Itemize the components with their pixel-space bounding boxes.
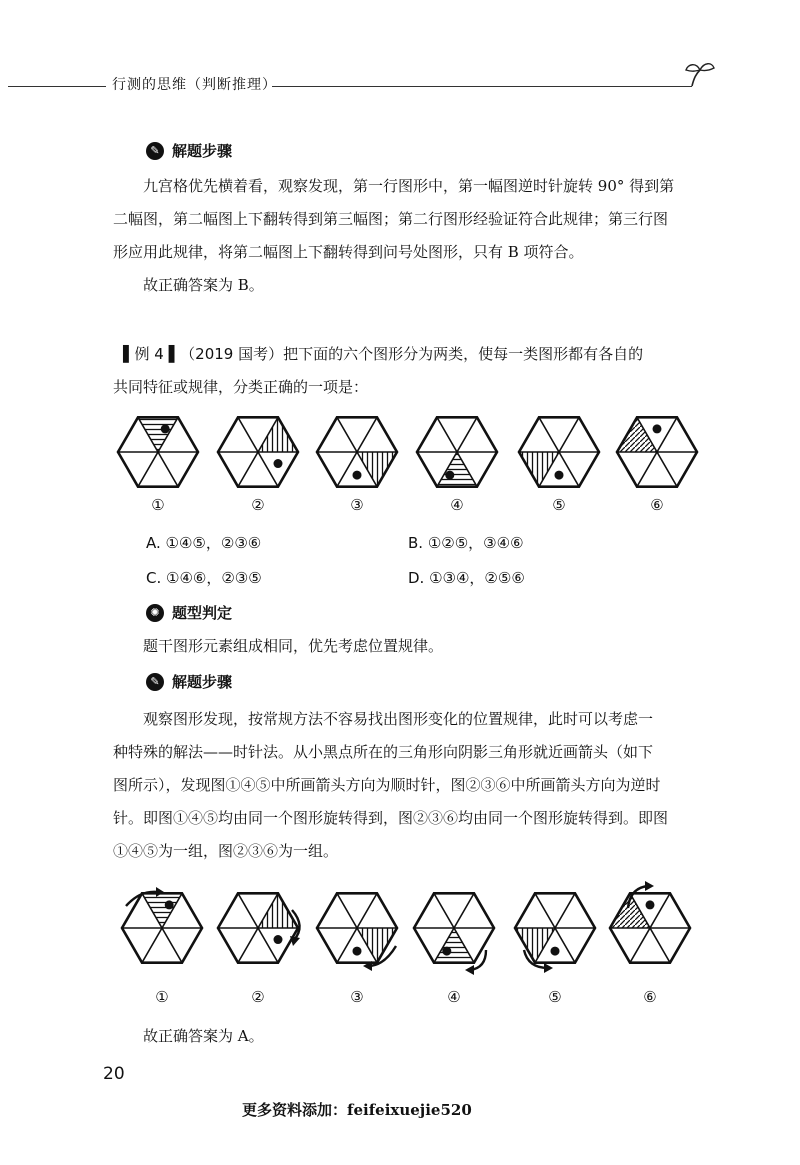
section-heading-solution — [146, 140, 232, 161]
text-line: 针。即图①④⑤均由同一个图形旋转得到，图②③⑥均由同一个图形旋转得到。即图 — [113, 809, 669, 827]
arrowhead-icon — [544, 963, 553, 973]
section-heading-text: 解题步骤 — [172, 142, 233, 160]
section-heading-text: 题型判定 — [172, 604, 233, 622]
hatched-triangle — [357, 928, 397, 963]
text-line: 形应用此规律，将第二幅图上下翻转得到问号处图形，只有 B 项符合。 — [113, 243, 584, 261]
answer-paragraph — [113, 1020, 713, 1053]
hatched-triangle — [434, 928, 474, 963]
hatched-triangle — [138, 417, 178, 452]
hexagon-figure — [122, 893, 202, 962]
hatched-triangle — [519, 452, 559, 487]
figure-label: ⑥ — [643, 988, 657, 1006]
header-rule-right — [272, 86, 692, 87]
figure-label: ④ — [450, 496, 464, 514]
sprout-icon — [682, 58, 718, 90]
running-header: 行测的思维（判断推理） — [112, 77, 277, 93]
figure-label: ⑥ — [650, 496, 664, 514]
hexagon-figure — [515, 893, 595, 962]
hatched-triangle — [142, 893, 182, 928]
answer-figures — [0, 880, 800, 980]
option-d: D. ①③④，②⑤⑥ — [408, 569, 525, 587]
black-dot — [161, 424, 170, 433]
lightbulb-icon: ✺ — [146, 604, 164, 622]
hatched-triangle — [617, 417, 657, 452]
hexagon-figure — [414, 893, 494, 962]
text-line: 图所示），发现图①④⑤中所画箭头方向为顺时针，图②③⑥中所画箭头方向为逆时 — [113, 776, 661, 794]
option-c: C. ①④⑥，②③⑤ — [146, 569, 262, 587]
hexagon-figure — [519, 417, 599, 486]
solution-paragraph-2 — [113, 703, 713, 868]
pencil-icon: ✎ — [146, 142, 164, 160]
text-line: 二幅图，第二幅图上下翻转得到第三幅图；第二行图形经验证符合此规律；第三行图 — [113, 210, 669, 228]
figure-label: ① — [151, 496, 165, 514]
hexagon-figure — [118, 417, 198, 486]
answer-line: 故正确答案为 B。 — [143, 276, 264, 294]
hexagon-figure — [610, 893, 690, 962]
black-dot — [353, 471, 362, 480]
black-dot — [353, 947, 362, 956]
black-dot — [445, 471, 454, 480]
black-dot — [555, 471, 564, 480]
hexagon-figure — [417, 417, 497, 486]
figure-label: ⑤ — [548, 988, 562, 1006]
option-b: B. ①②⑤，③④⑥ — [408, 534, 524, 552]
text-line: 共同特征或规律，分类正确的一项是： — [113, 378, 369, 396]
example-question — [113, 338, 713, 404]
figure-label: ⑤ — [552, 496, 566, 514]
arrowhead-icon — [645, 881, 654, 891]
type-paragraph — [113, 630, 713, 663]
figure-label: ② — [251, 496, 265, 514]
black-dot — [442, 947, 451, 956]
header-rule-left — [8, 86, 106, 87]
black-dot — [646, 900, 655, 909]
footer-note: 更多资料添加：feifeixuejie520 — [242, 1101, 472, 1119]
option-a: A. ①④⑤，②③⑥ — [146, 534, 262, 552]
black-dot — [274, 935, 283, 944]
hexagon-figure — [218, 893, 298, 962]
hatched-triangle — [437, 452, 477, 487]
hexagon-figure — [317, 893, 397, 962]
figure-label: ④ — [447, 988, 461, 1006]
hatched-triangle — [258, 417, 298, 452]
section-heading-type — [146, 602, 232, 623]
arrowhead-icon — [465, 965, 474, 975]
answer-line: 故正确答案为 A。 — [143, 1027, 264, 1045]
solution-paragraph — [113, 170, 713, 302]
black-dot — [551, 947, 560, 956]
text-line: ①④⑤为一组，图②③⑥为一组。 — [113, 842, 339, 860]
black-dot — [274, 459, 283, 468]
figure-label: ② — [251, 988, 265, 1006]
text-line: 题干图形元素组成相同，优先考虑位置规律。 — [143, 637, 444, 655]
text-line: 种特殊的解法——时针法。从小黑点所在的三角形向阴影三角形就近画箭头（如下 — [113, 743, 654, 761]
black-dot — [165, 900, 174, 909]
question-figures — [0, 412, 800, 492]
hatched-triangle — [357, 452, 397, 487]
figure-label: ③ — [350, 988, 364, 1006]
figure-label: ③ — [350, 496, 364, 514]
black-dot — [653, 424, 662, 433]
arrowhead-icon — [290, 936, 300, 946]
figure-label: ① — [155, 988, 169, 1006]
text-line: ▌例 4 ▌（2019 国考）把下面的六个图形分为两类，使每一类图形都有各自的 — [123, 345, 644, 363]
page-number: 20 — [103, 1064, 125, 1084]
section-heading-text: 解题步骤 — [172, 673, 233, 691]
pencil-icon: ✎ — [146, 673, 164, 691]
section-heading-solution-2 — [146, 671, 232, 692]
hexagon-figure — [218, 417, 298, 486]
text-line: 九宫格优先横着看，观察发现，第一行图形中，第一幅图逆时针旋转 90° 得到第 — [143, 177, 675, 195]
text-line: 观察图形发现，按常规方法不容易找出图形变化的位置规律，此时可以考虑一 — [143, 710, 654, 728]
hexagon-figure — [617, 417, 697, 486]
hatched-triangle — [515, 928, 555, 963]
hexagon-figure — [317, 417, 397, 486]
